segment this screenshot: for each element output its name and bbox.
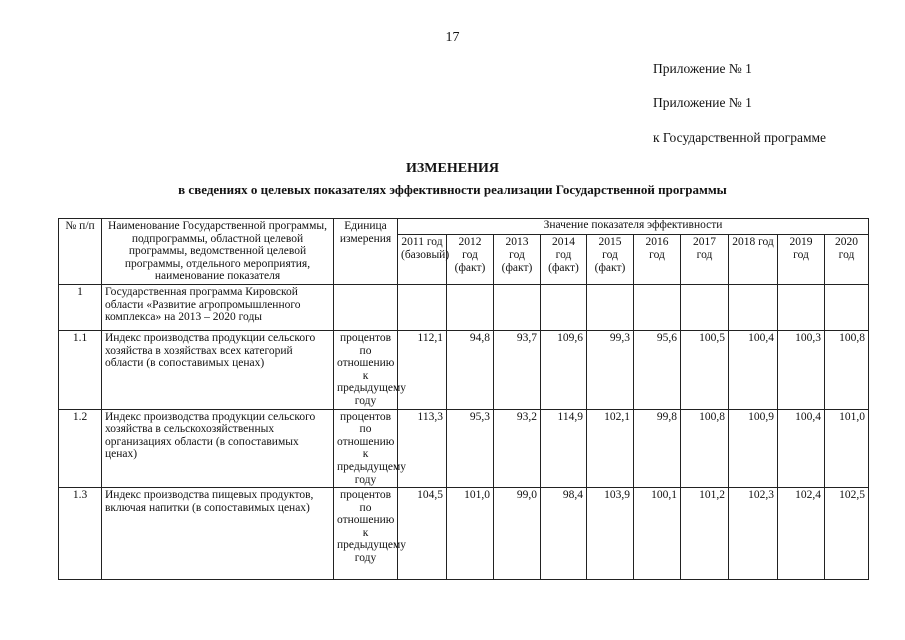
document-subtitle: в сведениях о целевых показателях эффективности реализации Государственной программы [178, 182, 727, 197]
header-name: Наименование Государственной программы, подпрограммы, областной целевой программы, ведомственной целевой программы, отдельного мероприятия, наименование показателя [102, 219, 334, 285]
header-year: 2012 год (факт) [447, 235, 494, 284]
document-title: ИЗМЕНЕНИЯ [406, 161, 499, 176]
table-row [59, 330, 869, 409]
appendix-line-1: Приложение № 1 [653, 61, 752, 76]
value-cell: 101,0 [447, 488, 494, 580]
value-cell: 93,7 [494, 330, 541, 409]
appendix-line-3: к Государственной программе [653, 130, 827, 145]
value-cell: 100,8 [825, 330, 869, 409]
header-year: 2016 год [634, 235, 681, 284]
header-year: 2014 год (факт) [541, 235, 587, 284]
row-number: 1.2 [59, 409, 102, 488]
value-cell: 109,6 [541, 330, 587, 409]
value-cell [494, 284, 541, 330]
header-unit: Единица измерения [334, 219, 398, 285]
indicator-name: Государственная программа Кировской области «Развитие агропромышленного комплекса» на 2013 – 2020 годы [102, 284, 334, 330]
value-cell [729, 284, 778, 330]
value-cell: 102,5 [825, 488, 869, 580]
value-cell: 100,3 [778, 330, 825, 409]
value-cell [398, 284, 447, 330]
table-row [59, 409, 869, 488]
unit-cell: процентов по отношению к предыдущему году [334, 330, 398, 409]
value-cell: 93,2 [494, 409, 541, 488]
value-cell: 100,4 [778, 409, 825, 488]
value-cell: 99,0 [494, 488, 541, 580]
table-header-row [59, 219, 869, 235]
table-row [59, 284, 869, 330]
row-number: 1.1 [59, 330, 102, 409]
table-row [59, 488, 869, 580]
row-number: 1.3 [59, 488, 102, 580]
value-cell [541, 284, 587, 330]
value-cell: 98,4 [541, 488, 587, 580]
indicator-name: Индекс производства продукции сельского хозяйства в сельскохозяйственных организациях области (в сопоставимых ценах) [102, 409, 334, 488]
value-cell: 101,0 [825, 409, 869, 488]
indicator-name: Индекс производства пищевых продуктов, включая напитки (в сопоставимых ценах) [102, 488, 334, 580]
value-cell: 102,3 [729, 488, 778, 580]
indicator-name: Индекс производства продукции сельского хозяйства в хозяйствах всех категорий области (в сопоставимых ценах) [102, 330, 334, 409]
value-cell: 94,8 [447, 330, 494, 409]
header-year: 2018 год [729, 235, 778, 284]
value-cell [634, 284, 681, 330]
value-cell: 99,3 [587, 330, 634, 409]
page-number: 17 [445, 30, 460, 45]
row-number: 1 [59, 284, 102, 330]
value-cell [825, 284, 869, 330]
value-cell: 104,5 [398, 488, 447, 580]
value-cell: 100,9 [729, 409, 778, 488]
header-year: 2020 год [825, 235, 869, 284]
header-year: 2013 год (факт) [494, 235, 541, 284]
unit-cell [334, 284, 398, 330]
unit-cell: процентов по отношению к предыдущему году [334, 488, 398, 580]
value-cell: 102,1 [587, 409, 634, 488]
header-year: 2011 год (базовый) [398, 235, 447, 284]
value-cell: 100,5 [681, 330, 729, 409]
value-cell: 103,9 [587, 488, 634, 580]
value-cell [778, 284, 825, 330]
header-year: 2015 год (факт) [587, 235, 634, 284]
value-cell: 100,1 [634, 488, 681, 580]
header-year: 2019 год [778, 235, 825, 284]
value-cell: 99,8 [634, 409, 681, 488]
value-cell: 95,6 [634, 330, 681, 409]
value-cell: 114,9 [541, 409, 587, 488]
header-year: 2017 год [681, 235, 729, 284]
appendix-line-2: Приложение № 1 [653, 95, 752, 110]
value-cell: 102,4 [778, 488, 825, 580]
value-cell [447, 284, 494, 330]
value-cell: 100,8 [681, 409, 729, 488]
value-cell [587, 284, 634, 330]
header-num: № п/п [59, 219, 102, 285]
header-values-group: Значение показателя эффективности [398, 219, 869, 235]
value-cell: 95,3 [447, 409, 494, 488]
value-cell: 112,1 [398, 330, 447, 409]
value-cell [681, 284, 729, 330]
value-cell: 101,2 [681, 488, 729, 580]
unit-cell: процентов по отношению к предыдущему году [334, 409, 398, 488]
indicators-table [58, 218, 869, 580]
value-cell: 113,3 [398, 409, 447, 488]
value-cell: 100,4 [729, 330, 778, 409]
